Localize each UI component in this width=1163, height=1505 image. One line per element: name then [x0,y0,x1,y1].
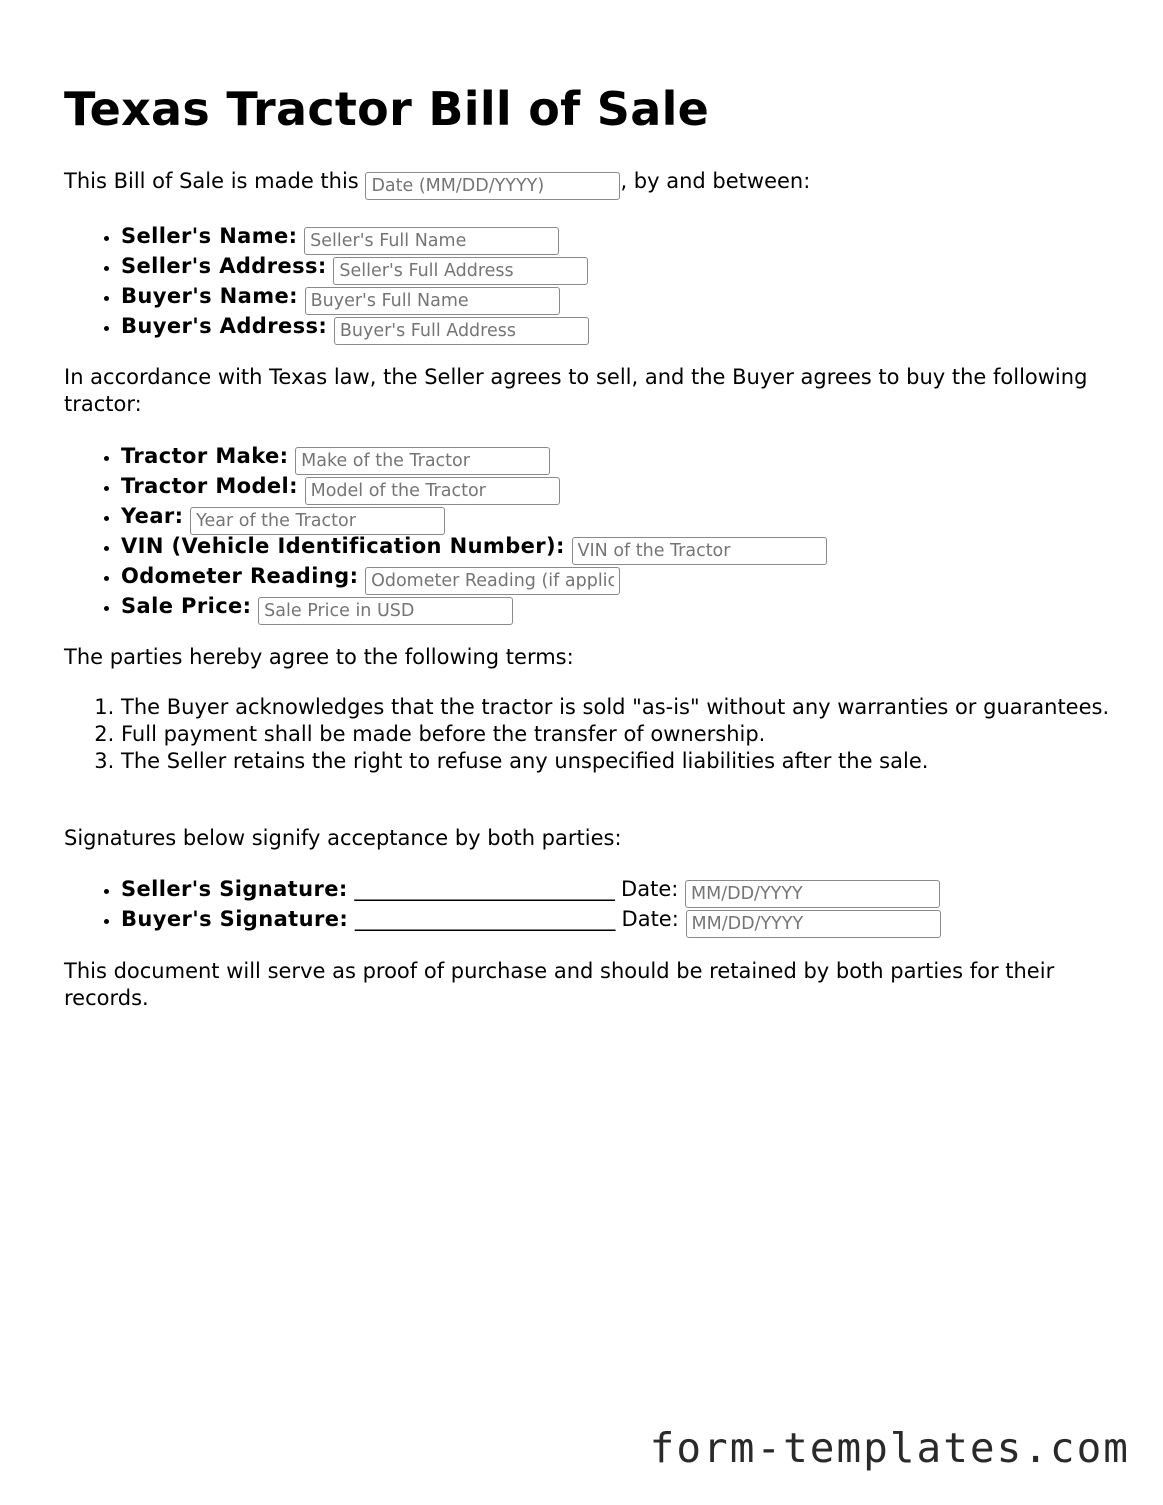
list-item [121,501,1121,531]
watermark: form-templates.com [649,1424,1130,1472]
list-item [121,531,1121,561]
list-item [121,471,1121,501]
parties-list [64,221,1121,341]
list-item [121,281,1121,311]
terms-list [64,694,1121,775]
list-item [121,221,1121,251]
seller-signature-label: Seller's Signature: [121,877,348,901]
page-title: Texas Tractor Bill of Sale [64,82,710,136]
intro-text-end: , by and between: [620,169,811,193]
list-item [121,904,1121,934]
closing-paragraph: This document will serve as proof of purchase and should be retained by both parties for their records. [64,959,1055,1010]
intro-paragraph [64,168,1094,200]
signatures-list [64,874,1121,934]
sale-price-input[interactable] [258,597,513,625]
seller-date-label: Date: [621,877,679,901]
list-item [121,591,1121,621]
intro-text: This Bill of Sale is made this [64,169,359,193]
term-item: 2. Full payment shall be made before the transfer of ownership. [121,721,1121,748]
odometer-label: Odometer Reading: [121,564,359,588]
term-item: 1. The Buyer acknowledges that the tractor is sold "as-is" without any warranties or guarantees. [121,694,1121,721]
terms-intro: The parties hereby agree to the following terms: [64,645,574,669]
buyer-address-input[interactable] [334,317,589,345]
tractor-details-list [64,441,1121,621]
vin-label: VIN (Vehicle Identification Number): [121,534,565,558]
buyer-signature-line[interactable]: __________________________ [354,907,615,931]
list-item [121,251,1121,281]
tractor-make-label: Tractor Make: [121,444,289,468]
list-item [121,561,1121,591]
sale-price-label: Sale Price: [121,594,252,618]
seller-signature-line[interactable]: __________________________ [354,877,615,901]
sale-date-input[interactable] [365,172,620,200]
signatures-intro: Signatures below signify acceptance by both parties: [64,826,622,850]
agreement-paragraph: In accordance with Texas law, the Seller agrees to sell, and the Buyer agrees to buy the following tractor: [64,365,1088,416]
tractor-model-label: Tractor Model: [121,474,298,498]
buyer-date-label: Date: [621,907,679,931]
list-item [121,441,1121,471]
buyer-name-label: Buyer's Name: [121,284,298,308]
buyer-address-label: Buyer's Address: [121,314,328,338]
buyer-signature-label: Buyer's Signature: [121,907,349,931]
tractor-year-label: Year: [121,504,184,528]
list-item [121,311,1121,341]
seller-name-label: Seller's Name: [121,224,298,248]
list-item [121,874,1121,904]
seller-address-label: Seller's Address: [121,254,327,278]
buyer-signature-date-input[interactable] [686,910,941,938]
term-item: 3. The Seller retains the right to refuse any unspecified liabilities after the sale. [121,748,1121,775]
